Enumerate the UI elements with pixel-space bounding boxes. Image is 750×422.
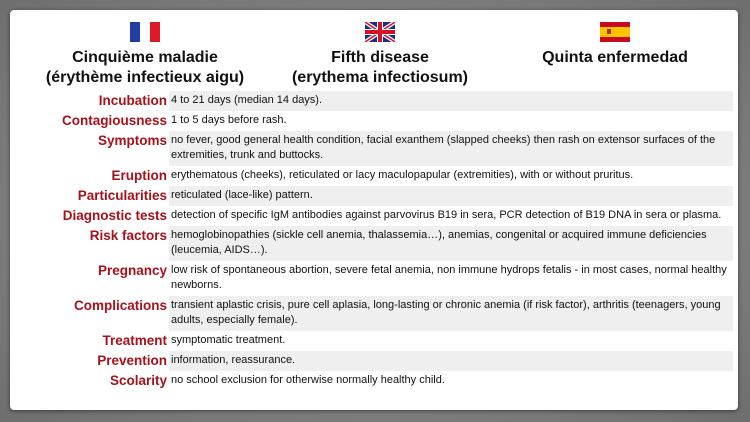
row-value: reticulated (lace-like) pattern. xyxy=(169,186,733,206)
language-column-english[interactable] xyxy=(260,22,500,88)
language-column-french[interactable] xyxy=(20,22,270,88)
row-label: Prevention xyxy=(97,353,167,368)
table-row-scolarity xyxy=(17,371,733,391)
row-value: information, reassurance. xyxy=(169,351,733,371)
table-row-eruption xyxy=(17,166,733,186)
row-value: 1 to 5 days before rash. xyxy=(171,114,287,126)
row-value: symptomatic treatment. xyxy=(171,334,286,346)
row-label: Complications xyxy=(73,298,167,313)
row-label: Diagnostic tests xyxy=(62,208,167,223)
row-label: Symptoms xyxy=(97,133,167,148)
table-row-particularities xyxy=(17,186,733,206)
row-label: Particularities xyxy=(77,188,167,203)
row-value: detection of specific IgM antibodies against parvovirus B19 in sera, PCR detection of B19 DNA in sera or plasma. xyxy=(171,209,722,221)
disease-card xyxy=(10,10,738,410)
row-value: low risk of spontaneous abortion, severe fetal anemia, non immune hydrops fetalis - in most cases, normal healthy newborns. xyxy=(171,264,727,291)
english-title-line2: (erythema infectiosum) xyxy=(291,69,469,86)
row-value: no fever, good general health condition, facial exanthem (slapped cheeks) then rash on extensor surfaces of the extremities, trunk and buttocks. xyxy=(169,131,733,166)
france-flag-icon[interactable] xyxy=(130,22,160,42)
row-label: Risk factors xyxy=(89,228,167,243)
language-column-spanish[interactable] xyxy=(500,22,730,68)
row-label: Eruption xyxy=(111,168,167,183)
row-value: no school exclusion for otherwise normally healthy child. xyxy=(171,374,445,386)
table-row-prevention xyxy=(17,351,733,371)
row-value: erythematous (cheeks), reticulated or lacy maculopapular (extremities), with or without pruritus. xyxy=(171,169,634,181)
table-row-treatment xyxy=(17,331,733,351)
uk-flag-icon[interactable] xyxy=(365,22,395,42)
spain-flag-icon[interactable] xyxy=(600,22,630,42)
row-label: Contagiousness xyxy=(61,113,167,128)
spanish-title-line1: Quinta enfermedad xyxy=(542,49,688,66)
row-label: Scolarity xyxy=(109,373,167,388)
english-title-line1: Fifth disease xyxy=(331,49,429,66)
table-row-incubation xyxy=(17,91,733,111)
table-row-symptoms xyxy=(17,131,733,166)
row-value: hemoglobinopathies (sickle cell anemia, thalassemia…), anemias, congenital or acquired immune deficiencies (leucemia, AIDS…). xyxy=(169,226,733,261)
info-table xyxy=(17,91,733,391)
table-row-contagiousness xyxy=(17,111,733,131)
french-title-line2: (érythème infectieux aigu) xyxy=(45,69,245,86)
row-label: Incubation xyxy=(98,93,167,108)
table-row-complications xyxy=(17,296,733,331)
language-header xyxy=(10,22,738,102)
table-row-risk-factors xyxy=(17,226,733,261)
french-title-line1: Cinquième maladie xyxy=(72,49,218,66)
row-value: transient aplastic crisis, pure cell aplasia, long-lasting or chronic anemia (if risk factor), arthritis (teenagers, young adults, especially female). xyxy=(169,296,733,331)
row-label: Pregnancy xyxy=(97,263,167,278)
row-label: Treatment xyxy=(102,333,167,348)
table-row-diagnostic-tests xyxy=(17,206,733,226)
row-value: 4 to 21 days (median 14 days). xyxy=(169,91,733,111)
table-row-pregnancy xyxy=(17,261,733,296)
